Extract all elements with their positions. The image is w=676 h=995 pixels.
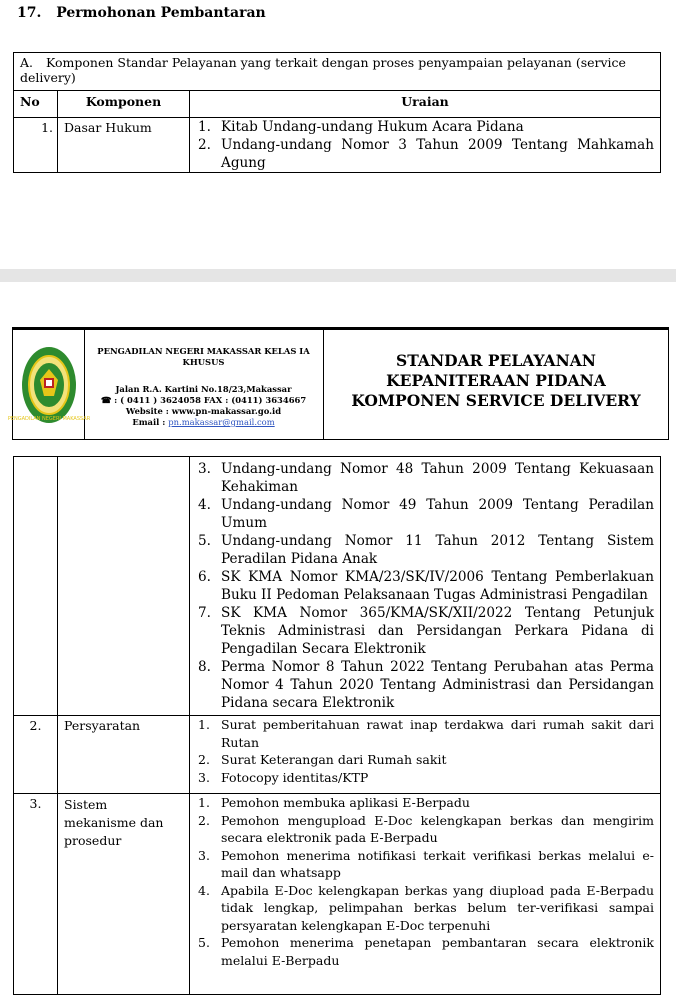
- section-a-label: A.: [20, 55, 34, 70]
- list-item: [198, 658, 660, 712]
- row-uraian: [190, 716, 661, 794]
- list-item: [198, 934, 660, 969]
- row-komponen: Sistem mekanisme dan prosedur: [58, 794, 190, 995]
- list-item-text: Pemohon menerima penetapan pembantaran secara elektronik melalui E-Berpadu: [221, 935, 654, 968]
- uraian-list: [190, 716, 660, 786]
- logo-cell: [7, 330, 91, 439]
- list-item-number: 2.: [198, 752, 210, 767]
- section-title: [17, 5, 266, 21]
- list-item-number: 1.: [198, 717, 210, 732]
- row-komponen: Dasar Hukum: [58, 118, 190, 173]
- list-item-number: 3.: [198, 769, 210, 785]
- court-address: Jalan R.A. Kartini No.18/23,Makassar: [115, 384, 292, 394]
- court-name: PENGADILAN NEGERI MAKASSAR KELAS IA KHUSUS: [97, 346, 310, 367]
- list-item-text: SK KMA Nomor KMA/23/SK/IV/2006 Tentang Pemberlakuan Buku II Pedoman Pelaksanaan Tugas Administrasi Pengadilan: [221, 569, 654, 603]
- section-a-text: Komponen Standar Pelayanan yang terkait dengan proses penyampaian pelayanan (service delivery): [20, 55, 626, 85]
- list-item-text: Pemohon membuka aplikasi E-Berpadu: [221, 795, 470, 810]
- list-item: [198, 847, 660, 882]
- list-item-number: 4.: [198, 882, 210, 898]
- list-item: [198, 604, 660, 658]
- list-item-number: 3.: [198, 847, 210, 863]
- table-row: [14, 794, 661, 995]
- list-item-number: 8.: [198, 659, 211, 675]
- list-item: [198, 794, 660, 812]
- list-item: [198, 716, 660, 751]
- court-email-line: [84, 417, 323, 428]
- list-item-text: Surat Keterangan dari Rumah sakit: [221, 752, 447, 767]
- row-number: 3.: [14, 794, 58, 995]
- list-item-text: Undang-undang Nomor 3 Tahun 2009 Tentang Mahkamah Agung: [221, 137, 654, 171]
- document-title-cell: [324, 330, 668, 439]
- list-item-number: 3.: [198, 461, 211, 477]
- row-number: 1.: [14, 118, 58, 173]
- section-number: 17.: [17, 5, 42, 21]
- email-label: Email :: [132, 417, 169, 427]
- list-item-text: Perma Nomor 8 Tahun 2022 Tentang Perubahan atas Perma Nomor 4 Tahun 2020 Tentang Administrasi dan Persidangan Pidana secara Elektronik: [221, 659, 654, 711]
- list-item: [198, 496, 660, 532]
- list-item: [198, 118, 660, 136]
- list-item-text: Fotocopy identitas/KTP: [221, 769, 369, 785]
- service-table-bottom: [13, 456, 661, 995]
- header-komponen: Komponen: [58, 91, 190, 118]
- row-number: 2.: [14, 716, 58, 794]
- letterhead: [7, 327, 669, 440]
- list-item-text: Pemohon mengupload E-Doc kelengkapan berkas dan mengirim secara elektronik pada E-Berpadu: [221, 812, 654, 845]
- list-item-text: Pemohon menerima notifikasi terkait verifikasi berkas melalui e-mail dan whatsapp: [221, 847, 654, 880]
- list-item-text: Undang-undang Nomor 48 Tahun 2009 Tentang Kekuasaan Kehakiman: [221, 461, 654, 495]
- row-komponen: Persyaratan: [58, 716, 190, 794]
- section-title-text: Permohonan Pembantaran: [56, 5, 266, 21]
- row-number: [14, 457, 58, 716]
- court-address-cell: [84, 330, 324, 439]
- list-item: [198, 460, 660, 496]
- list-item-number: 1.: [198, 119, 211, 135]
- uraian-list: [190, 457, 660, 712]
- row-uraian: [190, 457, 661, 716]
- list-item-text: Surat pemberitahuan rawat inap terdakwa dari rumah sakit dari Rutan: [221, 717, 654, 750]
- row-komponen: [58, 457, 190, 716]
- list-item: [198, 136, 660, 172]
- service-table-top: [13, 52, 661, 173]
- list-item-text: Apabila E-Doc kelengkapan berkas yang diupload pada E-Berpadu tidak lengkap, pelimpahan berkas belum ter-verifikasi sampai persyaratan kelengkapan E-Doc terpenuhi: [221, 882, 654, 933]
- logo-text: PENGADILAN NEGERI MAKASSAR: [7, 416, 91, 422]
- list-item-number: 2.: [198, 137, 211, 153]
- list-item: [198, 812, 660, 847]
- list-item: [198, 532, 660, 568]
- list-item-text: Kitab Undang-undang Hukum Acara Pidana: [221, 119, 524, 135]
- list-item-number: 7.: [198, 605, 211, 621]
- list-item-text: SK KMA Nomor 365/KMA/SK/XII/2022 Tentang Petunjuk Teknis Administrasi dan Persidangan Perkara Pidana di Pengadilan Secara Elektronik: [221, 605, 654, 657]
- title-line-3: KOMPONEN SERVICE DELIVERY: [351, 391, 641, 410]
- row-uraian: [190, 118, 661, 173]
- court-phone: ☎ : ( 0411 ) 3624058 FAX : (0411) 3634667: [100, 395, 307, 405]
- list-item-number: 2.: [198, 812, 210, 828]
- section-a-header: [14, 53, 661, 91]
- list-item-number: 5.: [198, 935, 210, 950]
- table-row: [14, 118, 661, 173]
- email-link[interactable]: pn.makassar@gmail.com: [168, 417, 275, 427]
- header-no: No: [14, 91, 58, 118]
- list-item-number: 1.: [198, 795, 210, 810]
- court-website: Website : www.pn-makassar.go.id: [125, 406, 282, 416]
- uraian-list: [190, 118, 660, 172]
- title-line-1: STANDAR PELAYANAN: [396, 351, 596, 370]
- list-item: [198, 882, 660, 935]
- table-row: [14, 716, 661, 794]
- list-item-number: 4.: [198, 497, 211, 513]
- list-item: [198, 769, 660, 787]
- list-item: [198, 751, 660, 769]
- list-item-text: Undang-undang Nomor 11 Tahun 2012 Tentang Sistem Peradilan Pidana Anak: [221, 533, 654, 567]
- list-item-number: 5.: [198, 533, 211, 549]
- list-item-number: 6.: [198, 569, 211, 585]
- uraian-list: [190, 794, 660, 969]
- list-item-text: Undang-undang Nomor 49 Tahun 2009 Tentang Peradilan Umum: [221, 497, 654, 531]
- table-row: [14, 457, 661, 716]
- header-uraian: Uraian: [190, 91, 661, 118]
- title-line-2: KEPANITERAAN PIDANA: [386, 371, 606, 390]
- page-break: [0, 269, 676, 282]
- court-logo-icon: [7, 344, 91, 426]
- row-uraian: [190, 794, 661, 995]
- list-item: [198, 568, 660, 604]
